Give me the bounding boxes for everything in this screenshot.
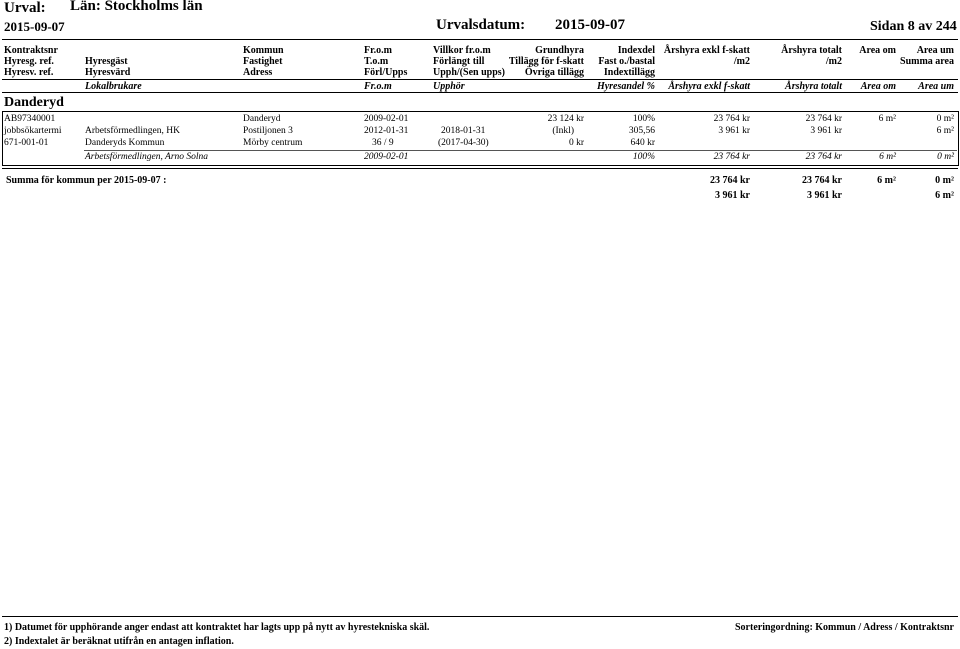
area-um: 0 m² — [936, 114, 954, 124]
col-hyresv-ref: Hyresv. ref. — [4, 67, 54, 78]
lok-area-um: 0 m² — [937, 152, 954, 162]
summa-area: 6 m² — [936, 126, 954, 136]
indextillagg: 640 kr — [630, 138, 655, 148]
lok-area-om: 6 m² — [879, 152, 896, 162]
hyresvard: Danderyds Kommun — [85, 138, 165, 148]
summary-area-um: 0 m² — [935, 175, 954, 186]
col-area-om: Area om — [859, 45, 896, 56]
record-bottom-divider — [2, 168, 958, 169]
section-title: Danderyd — [4, 95, 64, 110]
page-number: Sidan 8 av 244 — [870, 19, 957, 34]
summary-area-om: 6 m² — [877, 175, 896, 186]
col-summa-area: Summa area — [900, 56, 954, 67]
col-ovriga-tillagg: Övriga tillägg — [524, 67, 584, 78]
col-lok-area-um: Area um — [918, 81, 954, 92]
sort-order: Sorteringordning: Kommun / Adress / Kontraktsnr — [735, 622, 954, 633]
kontraktsnr: AB97340001 — [4, 114, 56, 124]
fast-bastal: 305,56 — [628, 126, 655, 136]
ovriga-tillagg: 0 kr — [568, 138, 584, 148]
col-lok-arshyra-exkl: Årshyra exkl f-skatt — [668, 81, 750, 92]
col-hyresandel: Hyresandel % — [596, 81, 655, 92]
footer-divider — [2, 616, 958, 617]
col-from: Fr.o.m — [364, 45, 392, 56]
arshyra-totalt: 23 764 kr — [805, 114, 842, 124]
col-indexdel: Indexdel — [617, 45, 655, 56]
col-area-um: Area um — [916, 45, 954, 56]
col-lokalbrukare: Lokalbrukare — [85, 81, 142, 92]
forl-upps: 36 / 9 — [372, 138, 394, 148]
col-arshyra-exkl: Årshyra exkl f-skatt — [663, 45, 750, 56]
col-villkor-from: Villkor fr.o.m — [433, 45, 491, 56]
tom-date: 2012-01-31 — [364, 126, 409, 136]
hyresgast: Arbetsförmedlingen, HK — [85, 126, 180, 136]
col-hyresg-ref: Hyresg. ref. — [4, 56, 54, 67]
arshyra-totalt-m2: 3 961 kr — [810, 126, 842, 136]
summary-summa-area: 6 m² — [935, 190, 954, 201]
hyresg-ref: jobbsökartermi — [4, 126, 62, 136]
kommun: Danderyd — [243, 114, 281, 124]
col-indextillagg: Indextillägg — [603, 67, 655, 78]
user-divider — [84, 150, 957, 151]
col-tillagg-fskatt: Tillägg för f-skatt — [508, 56, 584, 67]
col-kontraktsnr: Kontraktsnr — [4, 45, 58, 56]
urvalsdatum-value: 2015-09-07 — [555, 17, 625, 33]
footnote-1: 1) Datumet för upphörande anger endast att kontraktet har lagts upp på nytt av hyrestekniska skäl. — [4, 622, 430, 633]
col-lok-arshyra-totalt: Årshyra totalt — [785, 81, 842, 92]
col-lok-from: Fr.o.m — [364, 81, 392, 92]
col-fastighet: Fastighet — [243, 56, 283, 67]
col-lok-area-om: Area om — [860, 81, 896, 92]
header-divider — [2, 39, 958, 40]
col-arshyra-totalt: Årshyra totalt — [781, 45, 842, 56]
col-m2-exkl: /m2 — [733, 56, 750, 67]
lok-arshyra-exkl: 23 764 kr — [713, 152, 750, 162]
lok-arshyra-totalt: 23 764 kr — [805, 152, 842, 162]
report-date: 2015-09-07 — [4, 19, 65, 34]
hyresv-ref: 671-001-01 — [4, 138, 49, 148]
columns-divider — [2, 79, 958, 80]
col-m2-totalt: /m2 — [825, 56, 842, 67]
col-kommun: Kommun — [243, 45, 284, 56]
summary-arshyra-totalt: 23 764 kr — [802, 175, 842, 186]
adress: Mörby centrum — [243, 138, 303, 148]
header-bottom-divider — [2, 92, 958, 93]
hyresandel: 100% — [632, 152, 655, 162]
col-grundhyra: Grundhyra — [535, 45, 584, 56]
indexdel: 100% — [632, 114, 655, 124]
col-adress: Adress — [243, 67, 273, 78]
footnote-2: 2) Indextalet är beräknat utifrån en antagen inflation. — [4, 636, 234, 647]
upph-sen-upps: (2017-04-30) — [438, 138, 489, 148]
arshyra-exkl: 23 764 kr — [713, 114, 750, 124]
col-tom: T.o.m — [364, 56, 389, 67]
urval-label: Urval: — [4, 0, 46, 16]
col-upphor: Upphör — [433, 81, 465, 92]
forlangt-till: 2018-01-31 — [441, 126, 486, 136]
grundhyra: 23 124 kr — [547, 114, 584, 124]
summary-arshyra-exkl: 23 764 kr — [710, 175, 750, 186]
col-fast-bastal: Fast o./bastal — [598, 56, 655, 67]
lokalbrukare-from: 2009-02-01 — [364, 152, 409, 162]
summary-arshyra-exkl-m2: 3 961 kr — [715, 190, 750, 201]
urval-value: Län: Stockholms län — [70, 0, 203, 14]
fastighet: Postiljonen 3 — [243, 126, 293, 136]
from-date: 2009-02-01 — [364, 114, 409, 124]
urvalsdatum-label: Urvalsdatum: — [436, 17, 526, 33]
arshyra-exkl-m2: 3 961 kr — [718, 126, 750, 136]
col-hyresgast: Hyresgäst — [85, 56, 128, 67]
tillagg-fskatt: (Inkl) — [552, 126, 574, 136]
summary-arshyra-totalt-m2: 3 961 kr — [807, 190, 842, 201]
summary-label: Summa för kommun per 2015-09-07 : — [6, 175, 167, 186]
area-om: 6 m² — [878, 114, 896, 124]
lokalbrukare: Arbetsförmedlingen, Arno Solna — [85, 152, 209, 162]
col-hyresvard: Hyresvärd — [85, 67, 131, 78]
col-forl-upps: Förl/Upps — [364, 67, 408, 78]
col-upph-sen-upps: Upph/(Sen upps) — [433, 67, 505, 78]
col-forlangt-till: Förlängt till — [433, 56, 485, 67]
